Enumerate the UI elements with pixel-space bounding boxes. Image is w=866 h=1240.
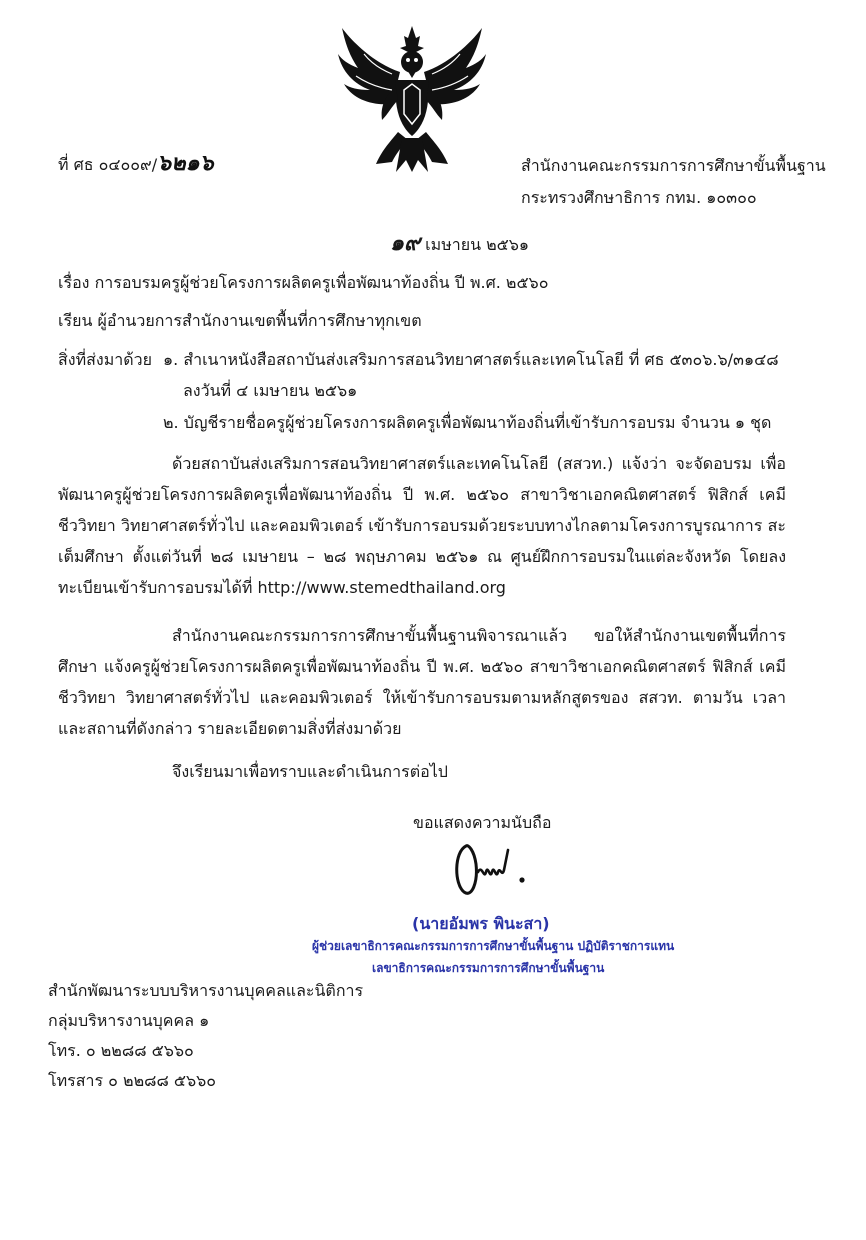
handwritten-signature — [452, 838, 532, 900]
body-paragraph-1 — [58, 448, 786, 603]
enclosure-item-2: ๒. บัญชีรายชื่อครูผู้ช่วยโครงการผลิตครูเพื่อพัฒนาท้องถิ่นที่เข้ารับการอบรม จำนวน ๑ ชุด — [163, 413, 772, 432]
garuda-emblem-icon — [336, 24, 488, 174]
closing-sentence: จึงเรียนมาเพื่อทราบและดำเนินการต่อไป — [172, 762, 448, 781]
reference-prefix: ที่ ศธ ๐๔๐๐๙/ — [58, 155, 158, 174]
date-day-handwritten: ๑๙ — [390, 230, 421, 256]
footer-group: กลุ่มบริหารงานบุคคล ๑ — [48, 1011, 210, 1030]
signer-position-line-1: ผู้ช่วยเลขาธิการคณะกรรมการการศึกษาขั้นพื้นฐาน ปฏิบัติราชการแทน — [312, 939, 675, 953]
issuing-office: สำนักงานคณะกรรมการการศึกษาขั้นพื้นฐาน — [521, 156, 826, 175]
signer-name: (นายอัมพร พินะสา) — [412, 914, 550, 933]
reference-handwritten-number: ๖๒๑๖ — [157, 150, 214, 176]
letter-date — [390, 230, 529, 256]
signer-position-line-2: เลขาธิการคณะกรรมการการศึกษาขั้นพื้นฐาน — [372, 961, 605, 975]
body-paragraph-2-text: สำนักงานคณะกรรมการการศึกษาขั้นพื้นฐานพิจารณาแล้ว ขอให้สำนักงานเขตพื้นที่การศึกษา แจ้งครูผู้ช่วยโครงการผลิตครูเพื่อพัฒนาท้องถิ่น ปี พ.ศ. ๒๕๖๐ สาขาวิชาเอกคณิตศาสตร์ ฟิสิกส์ เคมี ชีววิทยา วิทยาศาสตร์ทั่วไป และคอมพิวเตอร์ ให้เข้ารับการอบรมตามหลักสูตรของ สสวท. ตามวัน เวลา และสถานที่ดังกล่าว รายละเอียดตามสิ่งที่ส่งมาด้วย — [58, 626, 786, 738]
body-paragraph-2 — [58, 620, 786, 744]
enclosures-label: สิ่งที่ส่งมาด้วย — [58, 350, 152, 369]
letter-subject: เรื่อง การอบรมครูผู้ช่วยโครงการผลิตครูเพื่อพัฒนาท้องถิ่น ปี พ.ศ. ๒๕๖๐ — [58, 273, 549, 292]
enclosure-item-1-date: ลงวันที่ ๔ เมษายน ๒๕๖๑ — [183, 381, 358, 400]
body-paragraph-1-text: ด้วยสถาบันส่งเสริมการสอนวิทยาศาสตร์และเทคโนโลยี (สสวท.) แจ้งว่า จะจัดอบรม เพื่อพัฒนาครูผู้ช่วยโครงการผลิตครูเพื่อพัฒนาท้องถิ่น ปี พ.ศ. ๒๕๖๐ สาขาวิชาเอกคณิตศาสตร์ ฟิสิกส์ เคมี ชีววิทยา วิทยาศาสตร์ทั่วไป และคอมพิวเตอร์ เข้ารับการอบรมด้วยระบบทางไกลตามโครงการบูรณาการ สะเต็มศึกษา ตั้งแต่วันที่ ๒๘ เมษายน – ๒๘ พฤษภาคม ๒๕๖๑ ณ ศูนย์ฝึกการอบรมในแต่ละจังหวัด โดยลงทะเบียนเข้ารับการอบรมได้ที่ http://www.stemedthailand.org — [58, 454, 786, 597]
issuing-ministry-address: กระทรวงศึกษาธิการ กทม. ๑๐๓๐๐ — [521, 188, 757, 207]
footer-phone: โทร. ๐ ๒๒๘๘ ๕๖๖๐ — [48, 1041, 194, 1060]
letter-recipient: เรียน ผู้อำนวยการสำนักงานเขตพื้นที่การศึกษาทุกเขต — [58, 311, 422, 330]
footer-fax: โทรสาร ๐ ๒๒๘๘ ๕๖๖๐ — [48, 1071, 217, 1090]
footer-department: สำนักพัฒนาระบบบริหารงานบุคคลและนิติการ — [48, 981, 364, 1000]
enclosure-item-1: ๑. สำเนาหนังสือสถาบันส่งเสริมการสอนวิทยาศาสตร์และเทคโนโลยี ที่ ศธ ๕๓๐๖.๖/๓๑๔๘ — [163, 350, 779, 369]
reference-number — [58, 150, 214, 176]
regards-line: ขอแสดงความนับถือ — [413, 813, 552, 832]
date-month-year: เมษายน ๒๕๖๑ — [425, 235, 530, 254]
